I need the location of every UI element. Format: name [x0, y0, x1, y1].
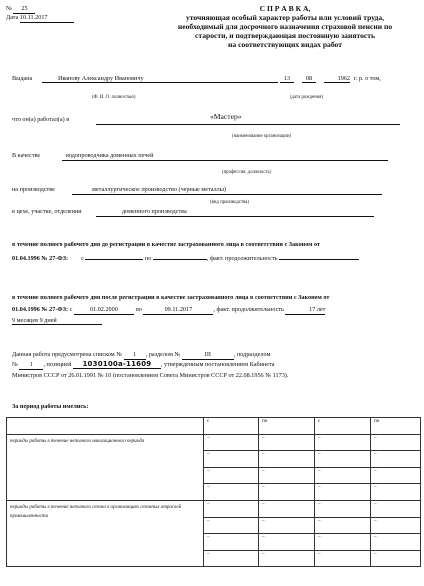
periods-table: [6, 417, 421, 567]
table-cell: –: [371, 500, 421, 517]
period-after-from-label: с: [69, 306, 73, 313]
list-ref-text-f: , утвержденным постановлением Кабинета: [160, 361, 275, 368]
table-cell: –: [204, 534, 259, 551]
caption-full-name: (Ф. И. О. полностью): [92, 95, 136, 100]
production-value: металлургическое производство (черные металлы): [92, 186, 226, 193]
caption-profession: (профессия, должность): [222, 170, 272, 175]
number-label: №: [6, 5, 12, 12]
birth-year: 1962: [324, 75, 350, 83]
subsection-number: 1: [19, 362, 43, 370]
workshop-label: в цехе, участке, отделении: [12, 208, 82, 215]
header-to: по: [371, 418, 421, 435]
table-cell: –: [315, 517, 371, 534]
caption-birth-date: (дата рождения): [290, 95, 324, 100]
table-cell: –: [204, 484, 259, 501]
period-before-line: 01.04.1996 № 27-ФЗ: с по , факт. продолжительность: [12, 255, 359, 262]
table-cell: –: [259, 451, 315, 468]
employer-value: «Мастер»: [210, 112, 242, 121]
table-cell: –: [371, 550, 421, 567]
list-number: 1: [124, 352, 146, 360]
table-row: [7, 500, 421, 517]
title-line-4: старости, и подтверждающая постоянную занятость: [195, 30, 375, 40]
issued-label: Выдана: [12, 75, 33, 82]
table-cell: –: [259, 517, 315, 534]
period-before-from-label: с: [81, 255, 84, 262]
period-after-text: в течение полного рабочего дня после регистрации в качестве застрахованного лица в соответствии с Законом от: [12, 294, 330, 301]
position-code: 1030100а-11609: [73, 361, 161, 369]
header-from: с: [315, 418, 371, 435]
period-after-to-label: по: [135, 306, 142, 313]
period-after-to-value: 09.11.2017: [143, 307, 213, 315]
table-cell: –: [371, 467, 421, 484]
table-cell: –: [371, 484, 421, 501]
workshop-value: доменного производства: [122, 208, 187, 215]
title-line-5: на соответствующих видах работ: [228, 39, 342, 49]
table-cell: –: [259, 550, 315, 567]
position-value: водопроводчика доменных печей: [66, 152, 154, 159]
period-before-text: в течение полного рабочего дня до регистрации в качестве застрахованного лица в соответствии с Законом от: [12, 241, 321, 248]
title-line-3: необходимый для досрочного назначения страховой пенсии по: [177, 21, 393, 31]
list-ref-line-1: [12, 351, 270, 360]
title-line-1: С П Р А В К А,: [259, 4, 311, 13]
cert-number: [6, 5, 35, 14]
list-ref-text-c: , подразделом: [233, 351, 271, 358]
table-cell: –: [315, 434, 371, 451]
cert-date: [6, 14, 74, 23]
header-to: по: [259, 418, 315, 435]
period-before-to-label: по: [144, 255, 152, 262]
table-cell: –: [259, 434, 315, 451]
list-ref-text-e: , позицией: [43, 361, 72, 368]
header-from: с: [204, 418, 259, 435]
title-line-2: уточняющая особый характер работы или условий труда,: [185, 12, 385, 22]
list-ref-text-a: Данная работа предусмотрена списком №: [12, 351, 123, 358]
table-cell: –: [315, 500, 371, 517]
birth-year-suffix: г. р. о том,: [354, 75, 381, 82]
table-cell: –: [204, 434, 259, 451]
table-cell: –: [204, 467, 259, 484]
table-header-row: [7, 418, 421, 435]
period-after-duration-rest: 9 месяцев 9 дней: [12, 317, 102, 325]
table-cell: –: [371, 517, 421, 534]
list-ref-text-b: , разделом №: [145, 351, 181, 358]
list-ref-line-2: [12, 361, 275, 370]
caption-production-type: (вид производства): [210, 200, 249, 205]
issued-name: Иванову Александру Ивановичу: [42, 75, 278, 83]
section-number: III: [182, 352, 234, 360]
period-after-law: 01.04.1996 № 27-ФЗ: [12, 306, 66, 313]
table-cell: –: [371, 434, 421, 451]
list-ref-text-d: №: [12, 361, 18, 368]
table-cell: [7, 418, 204, 435]
date-value: 10.11.2017: [20, 15, 74, 23]
table-cell: –: [315, 451, 371, 468]
table-heading: За период работы имелись:: [12, 403, 89, 410]
table-cell: –: [315, 534, 371, 551]
caption-organization: (наименование организации): [232, 134, 292, 139]
table-row: [7, 434, 421, 451]
number-value: 25: [13, 6, 35, 14]
table-cell: –: [371, 451, 421, 468]
period-before-law: 01.04.1996 № 27-ФЗ: [12, 255, 66, 262]
table-cell: –: [315, 550, 371, 567]
period-after-duration-label: факт. продолжительность: [216, 306, 284, 313]
table-cell: –: [204, 451, 259, 468]
period-after-duration-years: 17 лет: [285, 307, 325, 315]
table-cell: –: [259, 467, 315, 484]
table-cell: –: [259, 500, 315, 517]
position-label: В качестве: [12, 152, 41, 159]
document-title: [150, 5, 420, 50]
production-label: на производстве: [12, 186, 55, 193]
period-after-line: 01.04.1996 № 27-ФЗ: с 01.02.2000 по 09.11.2017 , факт. продолжительность 17 лет: [12, 306, 326, 313]
period-before-duration-label: факт. продолжительность: [210, 255, 278, 262]
table-cell: –: [204, 517, 259, 534]
period-after-from-value: 01.02.2000: [74, 307, 134, 315]
row-label-season: периоды работы в течение неполного сезона в организациях сезонных отраслей промышленности: [7, 500, 204, 566]
table-cell: –: [204, 550, 259, 567]
list-ref-line-3: Министров СССР от 26.01.1991 № 10 (постановлением Совета Министров СССР от 22.08.1956 № 1173).: [12, 372, 289, 379]
date-label: Дата: [6, 14, 19, 21]
table-cell: –: [204, 500, 259, 517]
table-cell: –: [259, 534, 315, 551]
table-cell: –: [371, 534, 421, 551]
employer-label: что он(а) работал(а) в: [12, 116, 70, 123]
birth-day: 13: [280, 75, 294, 83]
row-label-navigation: периоды работы в течение неполного навигационного периода: [7, 434, 204, 500]
table-cell: –: [259, 484, 315, 501]
table-cell: –: [315, 484, 371, 501]
birth-month: 08: [302, 75, 316, 83]
table-cell: –: [315, 467, 371, 484]
